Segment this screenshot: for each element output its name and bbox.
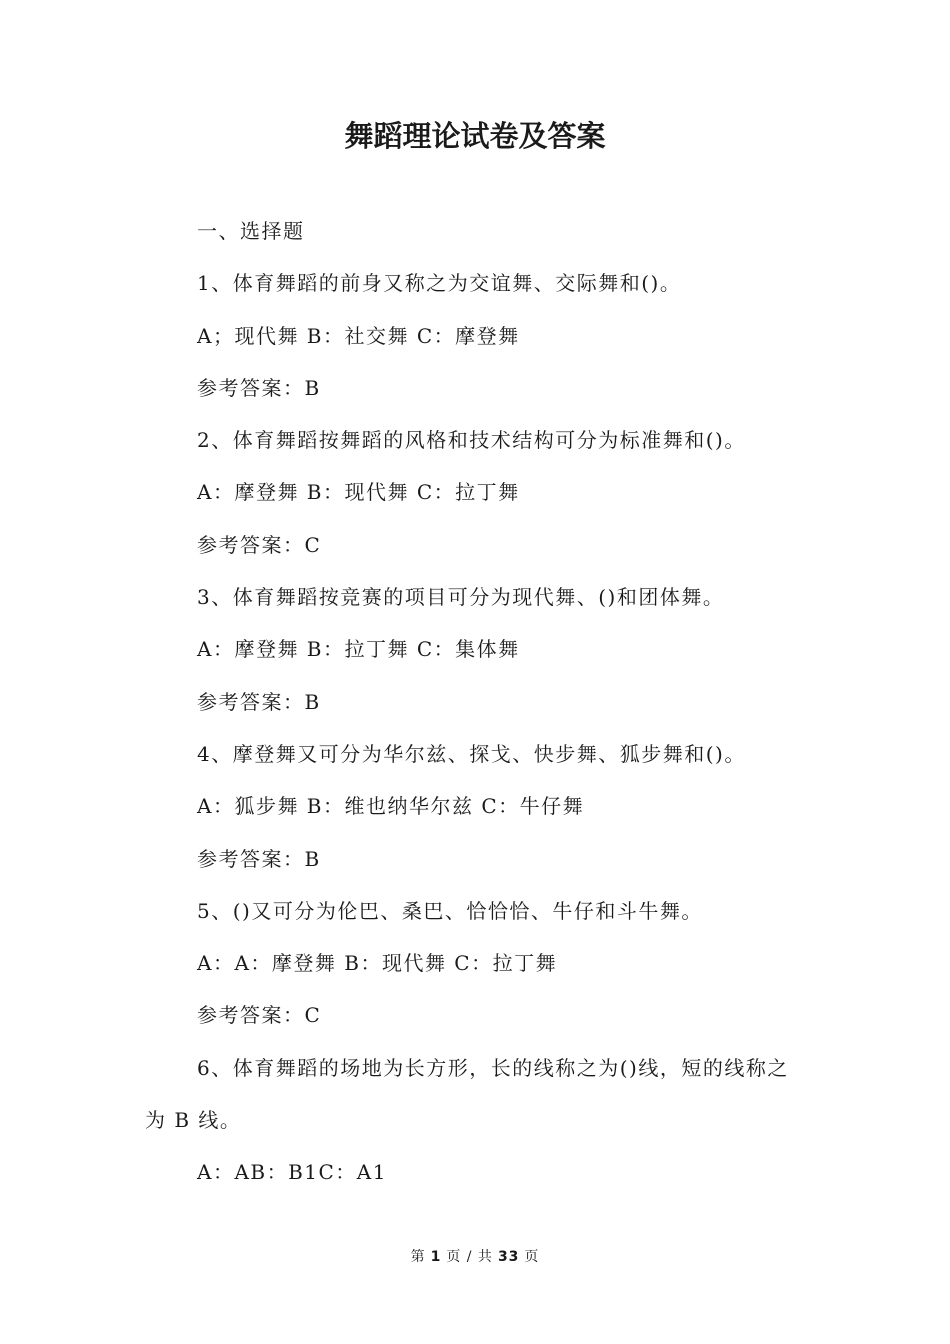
question-6-continuation: 为 B 线。 bbox=[145, 1108, 242, 1133]
total-page-count: 33 bbox=[497, 1249, 520, 1265]
question-2-answer: 参考答案：C bbox=[197, 532, 322, 557]
question-3: 3、体育舞蹈按竞赛的项目可分为现代舞、()和团体舞。 bbox=[197, 585, 725, 610]
section-heading: 一、选择题 bbox=[197, 219, 305, 243]
document-body bbox=[145, 205, 810, 1199]
page-footer bbox=[0, 1245, 950, 1269]
question-3-answer: 参考答案：B bbox=[197, 689, 321, 714]
question-1-options: A；现代舞 B：社交舞 C：摩登舞 bbox=[197, 323, 520, 348]
question-4-options: A：狐步舞 B：维也纳华尔兹 C：牛仔舞 bbox=[197, 794, 585, 819]
question-6: 6、体育舞蹈的场地为长方形，长的线称之为()线，短的线称之 bbox=[197, 1055, 789, 1080]
question-4-answer: 参考答案：B bbox=[197, 846, 321, 871]
question-3-options: A：摩登舞 B：拉丁舞 C：集体舞 bbox=[197, 637, 520, 662]
question-5-options: A：A：摩登舞 B：现代舞 C：拉丁舞 bbox=[197, 951, 558, 976]
current-page-number: 1 bbox=[430, 1249, 442, 1265]
footer-prefix: 第 bbox=[410, 1249, 426, 1265]
question-6-options: A：AB：B1C：A1 bbox=[197, 1160, 387, 1185]
question-1: 1、体育舞蹈的前身又称之为交谊舞、交际舞和()。 bbox=[197, 271, 682, 296]
question-2: 2、体育舞蹈按舞蹈的风格和技术结构可分为标准舞和()。 bbox=[197, 428, 746, 453]
question-5-answer: 参考答案：C bbox=[197, 1003, 322, 1028]
footer-suffix: 页 bbox=[524, 1249, 540, 1265]
question-5: 5、()又可分为伦巴、桑巴、恰恰恰、牛仔和斗牛舞。 bbox=[197, 898, 703, 923]
document-title: 舞蹈理论试卷及答案 bbox=[344, 119, 606, 153]
footer-mid: 页 / 共 bbox=[446, 1249, 493, 1265]
question-1-answer: 参考答案：B bbox=[197, 375, 321, 400]
question-2-options: A：摩登舞 B：现代舞 C：拉丁舞 bbox=[197, 480, 520, 505]
question-4: 4、摩登舞又可分为华尔兹、探戈、快步舞、狐步舞和()。 bbox=[197, 741, 746, 766]
